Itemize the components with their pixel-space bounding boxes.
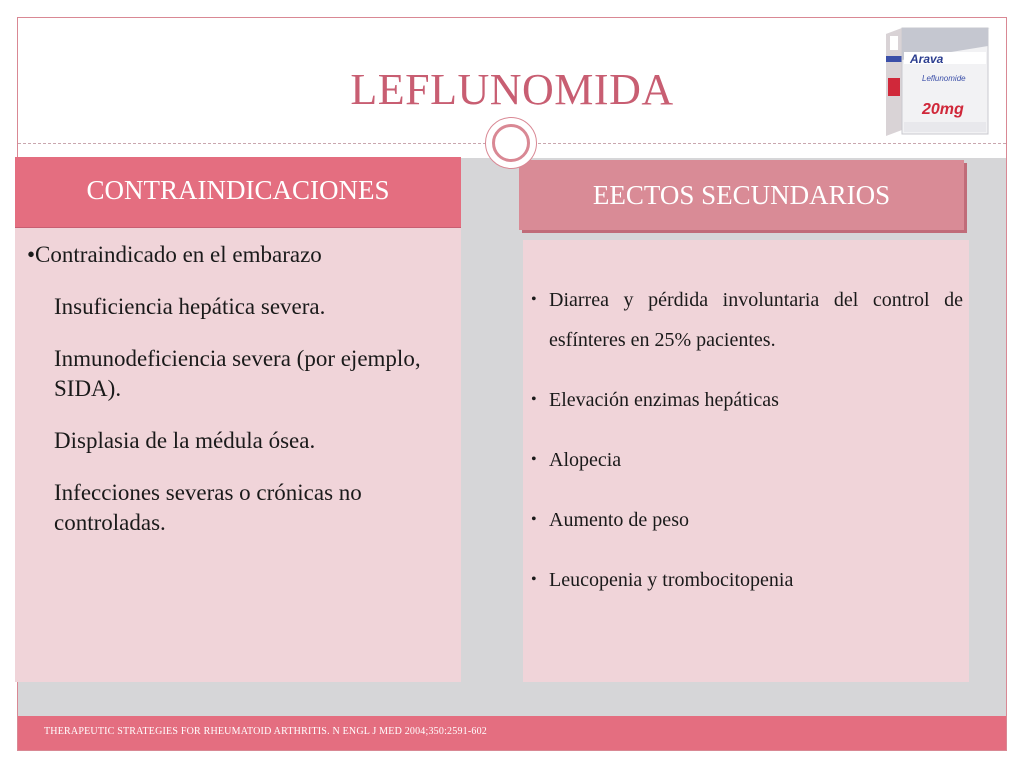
ring-ornament-icon	[485, 117, 537, 169]
list-item-text: Alopecia	[549, 449, 622, 471]
bullet-icon: •	[531, 291, 537, 308]
bullet-icon: •	[531, 571, 537, 588]
list-item: Insuficiencia hepática severa.	[54, 294, 326, 319]
footer-citation: THERAPEUTIC STRATEGIES FOR RHEUMATOID ARTHRITIS. N ENGL J MED 2004;350:2591-602	[44, 726, 487, 737]
arava-box-image	[882, 26, 990, 136]
list-item	[529, 500, 963, 540]
list-item: Infecciones severas o crónicas no controladas.	[54, 480, 362, 535]
list-item-text: Leucopenia y trombocitopenia	[549, 569, 794, 591]
footer-bar	[18, 716, 1006, 750]
list-item	[529, 280, 963, 360]
product-generic-text: Leflunomide	[922, 74, 966, 83]
product-brand-text: Arava	[910, 52, 944, 66]
list-item: Inmunodeficiencia severa (por ejemplo, SIDA).	[54, 346, 421, 401]
list-item: Displasia de la médula ósea.	[54, 428, 316, 453]
list-item-text: Aumento de peso	[549, 509, 689, 531]
list-item	[529, 440, 963, 480]
list-item-text: Diarrea y pérdida involuntaria del control de esfínteres en 25% pacientes.	[549, 289, 963, 351]
bullet-icon: •	[531, 511, 537, 528]
list-item-text: Elevación enzimas hepáticas	[549, 389, 779, 411]
contraindications-list	[27, 240, 447, 538]
bullet-icon: •	[531, 451, 537, 468]
side-effects-list	[529, 280, 963, 620]
product-dose-text: 20mg	[922, 101, 964, 118]
list-item: •Contraindicado en el embarazo	[27, 242, 322, 267]
slide-title: LEFLUNOMIDA	[350, 65, 674, 114]
list-item	[529, 380, 963, 420]
contraindications-header: CONTRAINDICACIONES	[15, 157, 461, 227]
bullet-icon: •	[531, 391, 537, 408]
list-item	[529, 560, 963, 600]
side-effects-header: EECTOS SECUNDARIOS	[519, 160, 964, 230]
